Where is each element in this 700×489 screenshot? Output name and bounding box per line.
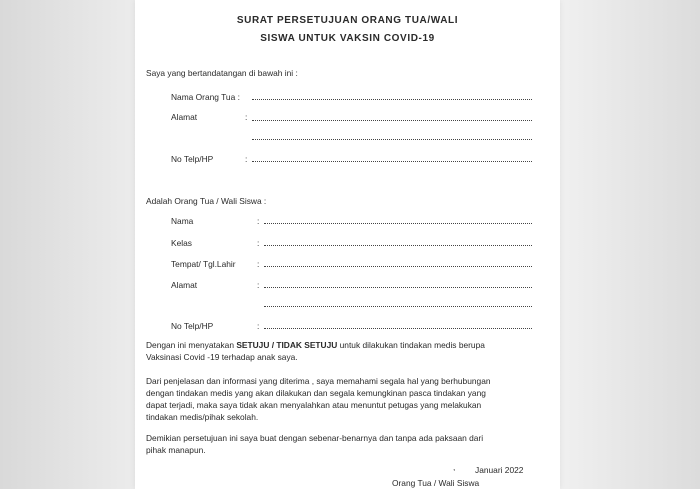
student-birth-field[interactable] bbox=[264, 266, 532, 267]
closing-line: pihak manapun. bbox=[146, 445, 206, 455]
closing-paragraph bbox=[146, 432, 483, 456]
student-address-field-2[interactable] bbox=[264, 306, 532, 307]
student-intro-text: Adalah Orang Tua / Wali Siswa : bbox=[146, 196, 267, 206]
background-left bbox=[0, 0, 135, 489]
understanding-line: tindakan medis/pihak sekolah. bbox=[146, 412, 259, 422]
parent-name-field[interactable] bbox=[252, 99, 532, 100]
date-comma: , bbox=[453, 462, 456, 472]
student-name-label: Nama bbox=[171, 216, 194, 226]
student-phone-colon: : bbox=[257, 321, 260, 331]
parent-address-label: Alamat bbox=[171, 112, 198, 122]
parent-address-field-1[interactable] bbox=[252, 120, 532, 121]
consent-choice-text: SETUJU / TIDAK SETUJU bbox=[236, 340, 338, 350]
parent-phone-label: No Telp/HP bbox=[171, 154, 214, 164]
student-class-colon: : bbox=[257, 238, 260, 248]
statement-paragraph bbox=[146, 339, 485, 363]
consent-letter-page bbox=[135, 0, 560, 489]
student-address-label: Alamat bbox=[171, 280, 198, 290]
closing-line: Demikian persetujuan ini saya buat dengan sebenar-benarnya dan tanpa ada paksaan dari bbox=[146, 433, 484, 443]
student-birth-label: Tempat/ Tgl.Lahir bbox=[171, 259, 236, 269]
student-class-label: Kelas bbox=[171, 238, 192, 248]
statement-text-before: Dengan ini menyatakan bbox=[146, 340, 237, 350]
student-class-field[interactable] bbox=[264, 245, 532, 246]
intro-text: Saya yang bertandatangan di bawah ini : bbox=[146, 68, 298, 78]
letter-title-line2: SISWA UNTUK VAKSIN COVID-19 bbox=[260, 33, 435, 44]
student-address-colon: : bbox=[257, 280, 260, 290]
background-right bbox=[560, 0, 700, 489]
student-name-colon: : bbox=[257, 216, 260, 226]
understanding-line: dapat terjadi, maka saya tidak akan menyalahkan atau menuntut petugas yang melakukan bbox=[146, 400, 482, 410]
parent-address-colon: : bbox=[245, 112, 248, 122]
student-phone-field[interactable] bbox=[264, 328, 532, 329]
signature-label: Orang Tua / Wali Siswa bbox=[392, 478, 480, 488]
letter-date: Januari 2022 bbox=[475, 465, 524, 475]
understanding-paragraph bbox=[146, 375, 491, 423]
parent-phone-field[interactable] bbox=[252, 161, 532, 162]
statement-text-line2: Vaksinasi Covid -19 terhadap anak saya. bbox=[146, 352, 298, 362]
understanding-line: dengan tindakan medis yang akan dilakukan dan segala kemungkinan pasca tindakan yang bbox=[146, 388, 486, 398]
parent-phone-colon: : bbox=[245, 154, 248, 164]
understanding-line: Dari penjelasan dan informasi yang diterima , saya memahami segala hal yang berhubungan bbox=[146, 376, 491, 386]
student-name-field[interactable] bbox=[264, 223, 532, 224]
parent-name-label: Nama Orang Tua : bbox=[171, 92, 240, 102]
letter-title-line1: SURAT PERSETUJUAN ORANG TUA/WALI bbox=[236, 15, 459, 26]
statement-text-after: untuk dilakukan tindakan medis berupa bbox=[337, 340, 485, 350]
student-birth-colon: : bbox=[257, 259, 260, 269]
parent-address-field-2[interactable] bbox=[252, 139, 532, 140]
student-address-field-1[interactable] bbox=[264, 287, 532, 288]
student-phone-label: No Telp/HP bbox=[171, 321, 214, 331]
